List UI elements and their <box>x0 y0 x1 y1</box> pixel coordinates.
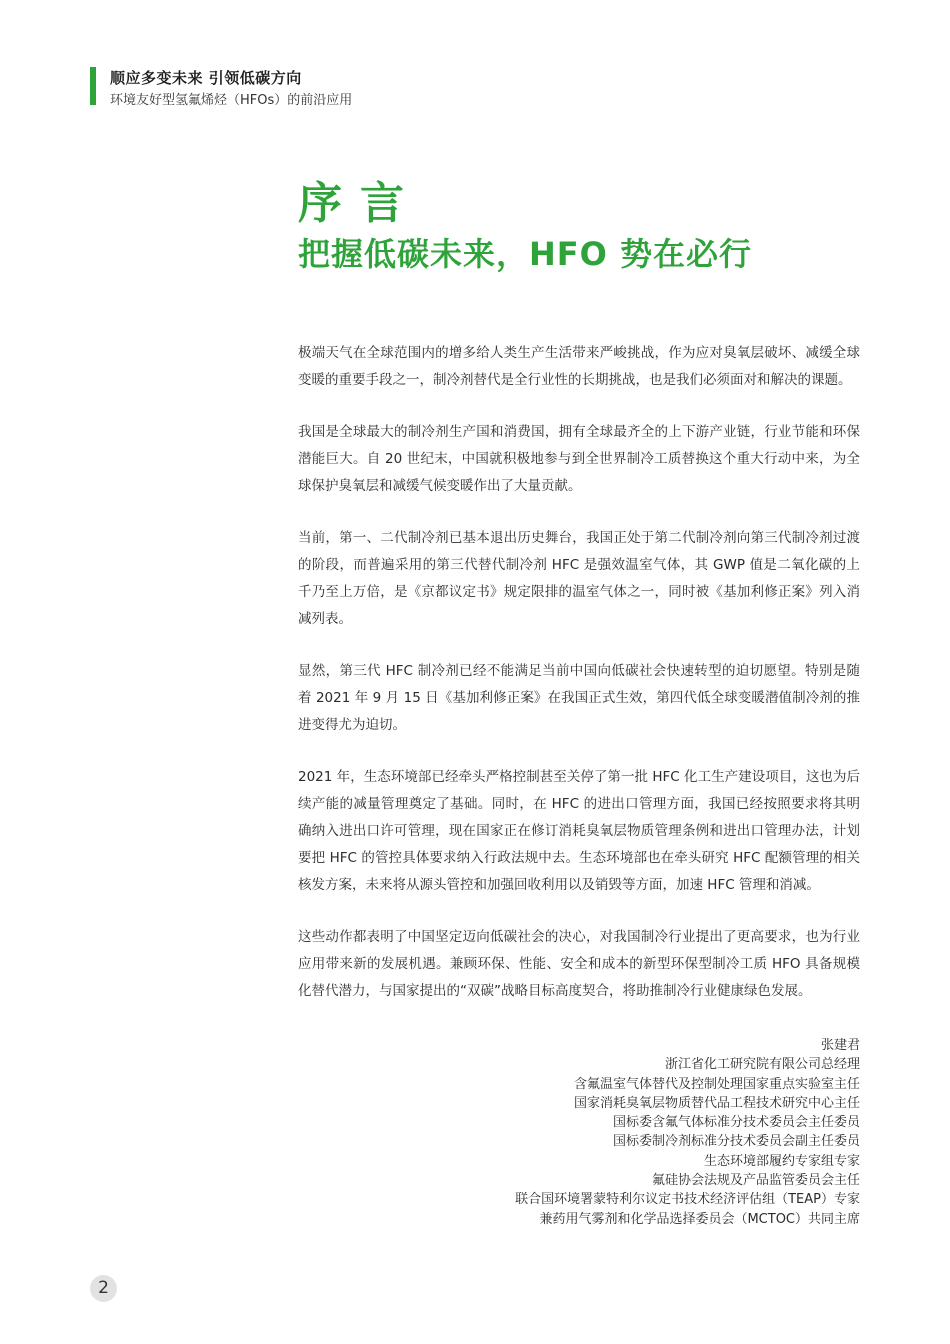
author-title: 国标委制冷剂标准分技术委员会副主任委员 <box>612 1134 860 1150</box>
paragraph: 极端天气在全球范围内的增多给人类生产生活带来严峻挑战，作为应对臭氧层破坏、减缓全球变暖的重要手段之一，制冷剂替代是全行业性的长期挑战，也是我们必须面对和解决的课题。 <box>298 345 860 388</box>
paragraph: 这些动作都表明了中国坚定迈向低碳社会的决心，对我国制冷行业提出了更高要求，也为行业应用带来新的发展机遇。兼顾环保、性能、安全和成本的新型环保型制冷工质 HFO 具备规模化替代潜力，与国家提出的“双碳”战略目标高度契合，将助推制冷行业健康绿色发展。 <box>298 929 860 999</box>
paragraph: 我国是全球最大的制冷剂生产国和消费国，拥有全球最齐全的上下游产业链，行业节能和环保潜能巨大。自 20 世纪末，中国就积极地参与到全世界制冷工质替换这个重大行动中来，为全球保护臭氧层和减缓气候变暖作出了大量贡献。 <box>298 424 860 494</box>
author-title: 国标委含氟气体标准分技术委员会主任委员 <box>612 1115 860 1131</box>
author-title: 联合国环境署蒙特利尔议定书技术经济评估组（TEAP）专家 <box>515 1192 860 1208</box>
author-name: 张建君 <box>820 1038 860 1053</box>
author-title: 国家消耗臭氧层物质替代品工程技术研究中心主任 <box>573 1095 860 1111</box>
paragraph: 显然，第三代 HFC 制冷剂已经不能满足当前中国向低碳社会快速转型的迫切愿望。特别是随着 2021 年 9 月 15 日《基加利修正案》在我国正式生效，第四代低全球变暖潜值制冷剂的推进变得尤为迫切。 <box>298 663 860 733</box>
header-accent-bar <box>90 67 96 105</box>
author-signature <box>515 1036 860 1229</box>
author-title: 氟硅协会法规及产品监管委员会主任 <box>651 1173 860 1189</box>
paragraph: 当前，第一、二代制冷剂已基本退出历史舞台，我国正处于第二代制冷剂向第三代制冷剂过渡的阶段，而普遍采用的第三代替代制冷剂 HFC 是强效温室气体，其 GWP 值是二氧化碳的上千乃至上万倍，是《京都议定书》规定限排的温室气体之一，同时被《基加利修正案》列入消减列表。 <box>298 530 860 627</box>
section-title: 序言 <box>298 178 422 229</box>
author-title: 兼药用气雾剂和化学品选择委员会（MCTOC）共同主席 <box>539 1211 860 1227</box>
paragraph: 2021 年，生态环境部已经牵头严格控制甚至关停了第一批 HFC 化工生产建设项目，这也为后续产能的减量管理奠定了基础。同时，在 HFC 的进出口管理方面，我国已经按照要求将其明确纳入进出口许可管理，现在国家正在修订消耗臭氧层物质管理条例和进出口管理办法，计划要把 HFC 的管控具体要求纳入行政法规中去。生态环境部也在牵头研究 HFC 配额管理的相关核发方案，未来将从源头管控和加强回收利用以及销毁等方面，加速 HFC 管理和消减。 <box>298 769 860 893</box>
page-number: 2 <box>90 1275 117 1302</box>
section-subtitle: 把握低碳未来，HFO 势在必行 <box>298 235 752 273</box>
author-title: 生态环境部履约专家组专家 <box>703 1153 860 1169</box>
author-title: 浙江省化工研究院有限公司总经理 <box>664 1057 860 1073</box>
header-subtitle: 环境友好型氢氟烯烃（HFOs）的前沿应用 <box>110 93 353 108</box>
author-title: 含氟温室气体替代及控制处理国家重点实验室主任 <box>573 1076 860 1092</box>
preface-body <box>298 340 860 1030</box>
header-title: 顺应多变未来 引领低碳方向 <box>110 69 302 87</box>
